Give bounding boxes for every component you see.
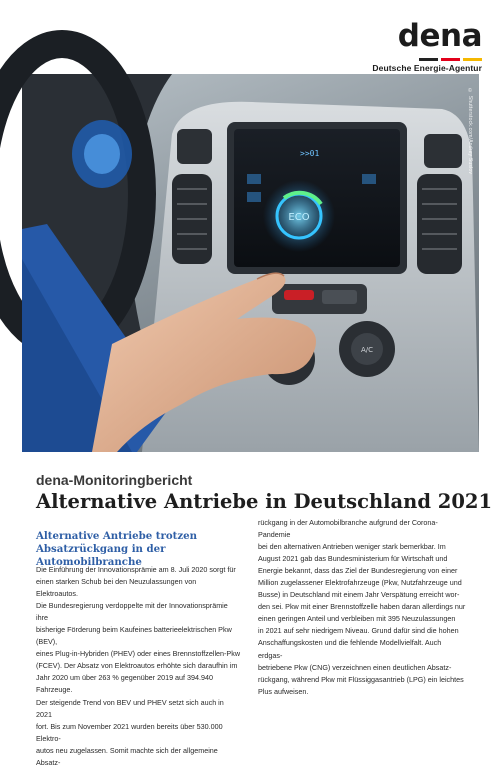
body-column-right — [258, 517, 466, 698]
photo-credit: © Shutterstock.com/Andrey Suslov — [467, 88, 473, 175]
car-dashboard-illustration — [22, 74, 479, 452]
dena-logo — [362, 18, 482, 73]
body-column-left — [36, 564, 240, 769]
logo-stripes — [419, 58, 482, 61]
report-kicker: dena-Monitoringbericht — [36, 472, 193, 488]
page-title: Alternative Antriebe in Deutschland 2021 — [36, 490, 493, 513]
logo-stripe-yellow — [463, 58, 482, 61]
ac-knob-label: A/C — [360, 346, 374, 354]
logo-wordmark: dena — [397, 18, 482, 54]
hero-image — [22, 74, 479, 452]
section-subheading: Alternative Antriebe trotzen Absatzrückgang in der Automobilbranche — [36, 530, 197, 568]
logo-stripe-black — [419, 58, 438, 61]
eco-button-label: ECO — [288, 212, 310, 223]
logo-stripe-red — [441, 58, 460, 61]
screen-glyphs: >>01 — [300, 149, 320, 158]
body-paragraph-left: Die Einführung der Innovationsprämie am 8. Juli 2020 sorgt für einen starken Schub bei den Neuzulassungen von Elektroautos. Die Bundesregierung verdoppelte mit der Innovationsprämie ihre bisherige Förderung beim Kaufeines batterieelektrischen Pkw (BEV), eines Plug-in-Hybriden (PHEV) oder eines Brennstoffzellen-Pkw (FCEV). Der Absatz von Elektroautos erhöhte sich daraufhin im Jahr 2020 um über 263 % gegenüber 2019 auf 394.940 Fahrzeuge. Der steigende Trend von BEV und PHEV setzt sich auch in 2021 fort. Bis zum November 2021 wurden bereits über 530.000 Elektro- autos neu zugelassen. Somit machte sich der allgemeine Absatz- — [36, 565, 241, 767]
logo-subtitle: Deutsche Energie-Agentur — [372, 63, 482, 73]
body-paragraph-right: rückgang in der Automobilbranche aufgrund der Corona-Pandemie bei den alternativen Antrieben weniger stark bemerkbar. Im August 2021 gab das Bundesministerium für Wirtschaft und Energie bekannt, dass das Ziel der Bundesregierung von einer Million zugelassener Elektrofahrzeuge (Pkw, Nutzfahrzeuge und Busse) in Deutschland mit einem Jahr Verspätung erreicht wor- den sei. Pkw mit einer Brennstoffzelle haben daran allerdings nur einen geringen Anteil und verbleiben mit 395 Neuzulassungen in 2021 auf sehr niedrigem Niveau. Grund dafür sind die hohen Anschaffungskosten und die fehlende Modellvielfalt. Auch erdgas- betriebene Pkw (CNG) verzeichnen einen deutlichen Absatz- rückgang, während Pkw mit Flüssiggasantrieb (LPG) ein leichtes Plus aufweisen. — [258, 518, 466, 696]
